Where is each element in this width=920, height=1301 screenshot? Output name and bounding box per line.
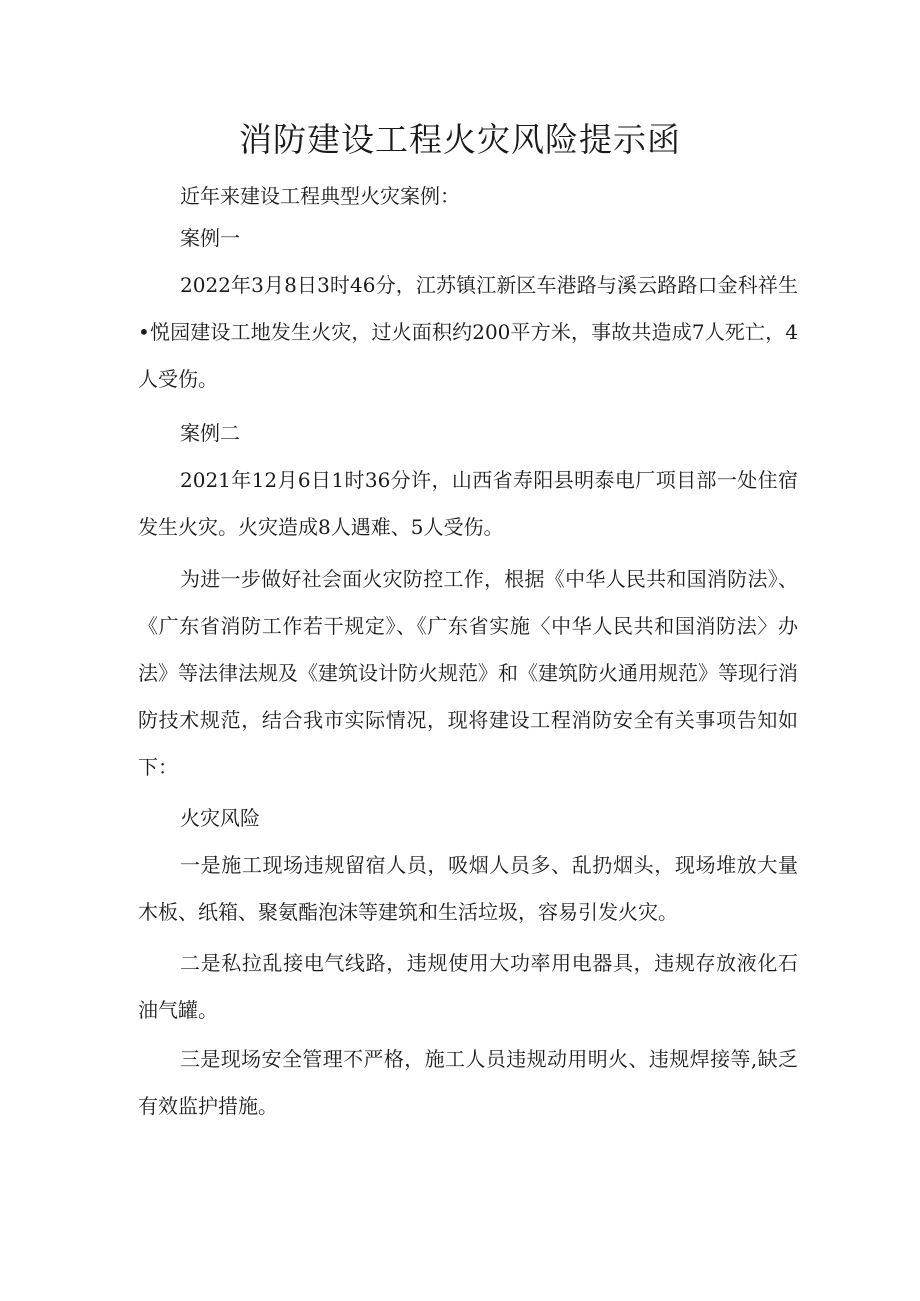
case2-heading: 案例二 bbox=[180, 421, 240, 445]
intro-line: 近年来建设工程典型火灾案例： bbox=[180, 184, 460, 208]
risk2-paragraph: 二是私拉乱接电气线路，违规使用大功率用电器具，违规存放液化石油气罐。 bbox=[138, 951, 798, 1022]
basis-paragraph: 为进一步做好社会面火灾防控工作，根据《中华人民共和国消防法》、《广东省消防工作若干规定》、《广东省实施〈中华人民共和国消防法〉办法》等法律法规及《建筑设计防火规范》和《建筑防火通用规范》等现行消防技术规范，结合我市实际情况，现将建设工程消防安全有关事项告知如下： bbox=[138, 567, 798, 779]
risk1-paragraph: 一是施工现场违规留宿人员，吸烟人员多、乱扔烟头，现场堆放大量木板、纸箱、聚氨酯泡沫等建筑和生活垃圾，容易引发火灾。 bbox=[138, 853, 798, 924]
case1-heading: 案例一 bbox=[180, 226, 240, 250]
case2-paragraph: 2021年12月6日1时36分许，山西省寿阳县明泰电厂项目部一处住宿发生火灾。火灾造成8人遇难、5人受伤。 bbox=[138, 468, 798, 539]
case1-paragraph: 2022年3月8日3时46分，江苏镇江新区车港路与溪云路路口金科祥生•悦园建设工地发生火灾，过火面积约200平方米，事故共造成7人死亡，4人受伤。 bbox=[138, 273, 798, 391]
risk3-paragraph: 三是现场安全管理不严格，施工人员违规动用明火、违规焊接等,缺乏有效监护措施。 bbox=[138, 1047, 798, 1118]
risk-heading: 火灾风险 bbox=[180, 806, 260, 830]
document-title: 消防建设工程火灾风险提示函 bbox=[239, 120, 681, 159]
